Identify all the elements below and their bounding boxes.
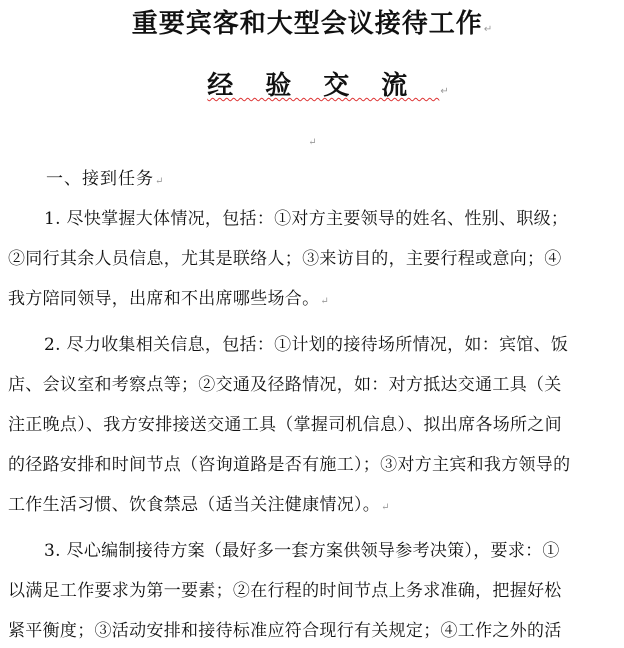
paragraph-3-line-1: 3. 尽心编制接待方案（最好多一套方案供领导参考决策），要求：① [44, 541, 560, 561]
empty-paragraph [0, 130, 624, 149]
paragraph-mark-icon: ↵ [320, 296, 329, 307]
paragraph-2-line-1: 2. 尽力收集相关信息，包括：①计划的接待场所情况，如：宾馆、饭 [44, 335, 569, 355]
paragraph-3-line-2: 以满足工作要求为第一要素；②在行程的时间节点上务求准确，把握好松 [8, 581, 562, 601]
document-title: 重要宾客和大型会议接待工作↵ [131, 9, 493, 39]
paragraph-2-line-4: 的径路安排和时间节点（咨询道路是否有施工）；③对方主宾和我方领导的 [8, 455, 571, 475]
paragraph-mark-icon: ↵ [440, 86, 449, 97]
paragraph-1-line-3: 我方陪同领导，出席和不出席哪些场合。↵ [8, 289, 329, 309]
paragraph-mark-icon: ↵ [155, 176, 164, 187]
paragraph-2-line-2: 店、会议室和考察点等；②交通及径路情况，如：对方抵达交通工具（关 [8, 375, 562, 395]
paragraph-3-line-3: 紧平衡度；③活动安排和接待标准应符合现行有关规定；④工作之外的活 [8, 621, 562, 641]
section-heading: 一、接到任务↵ [46, 169, 164, 189]
paragraph-mark-icon: ↵ [381, 502, 390, 513]
document-subtitle [0, 68, 624, 110]
paragraph-mark-icon: ↵ [483, 24, 493, 35]
paragraph-2-line-3: 注正晚点）、我方安排接送交通工具（掌握司机信息）、拟出席各场所之间 [8, 415, 562, 435]
paragraph-2-line-5: 工作生活习惯、饮食禁忌（适当关注健康情况）。↵ [8, 495, 390, 515]
paragraph-1-line-2: ②同行其余人员信息，尤其是联络人；③来访目的，主要行程或意向；④ [8, 249, 562, 269]
subtitle-text: 经验交流 [207, 71, 440, 101]
paragraph-mark-icon: ↵ [308, 137, 317, 148]
paragraph-1-line-1: 1. 尽快掌握大体情况，包括：①对方主要领导的姓名、性别、职级； [44, 209, 569, 229]
